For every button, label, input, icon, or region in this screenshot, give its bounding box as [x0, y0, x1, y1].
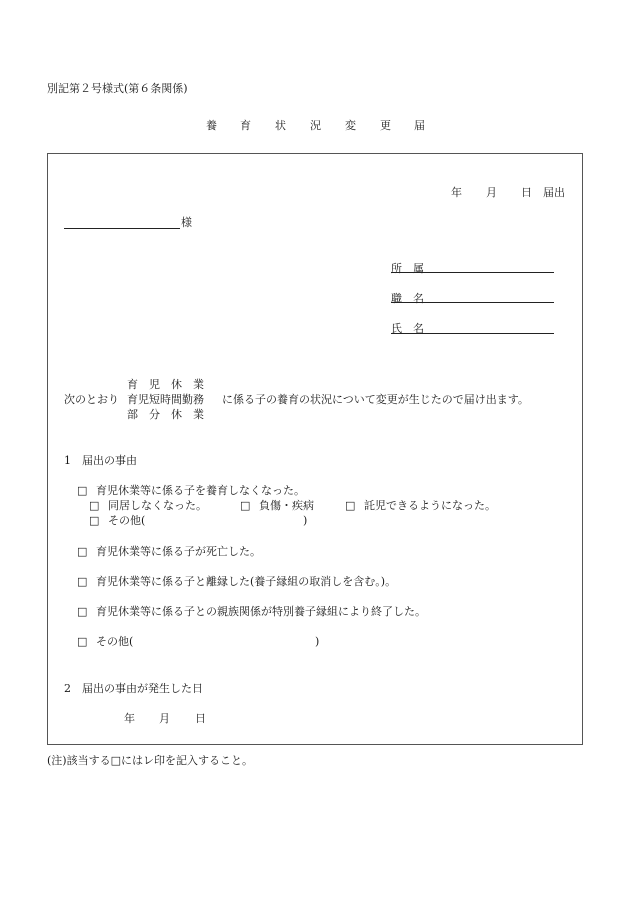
position-field[interactable]: [391, 302, 554, 303]
sub-reason-label: 託児できるようになった。: [364, 499, 496, 512]
reason-item-1-label: 育児休業等に係る子を養育しなくなった。: [96, 484, 305, 497]
checkbox[interactable]: □: [77, 484, 88, 497]
statement-option-short-hours: 育児短時間勤務: [127, 393, 204, 406]
sub-reason-other: [89, 514, 145, 528]
section1-heading: 1 届出の事由: [64, 454, 137, 467]
date-day-label: 日: [521, 186, 532, 199]
sub-reason-label: 同居しなくなった。: [108, 499, 207, 512]
checkbox[interactable]: □: [77, 605, 88, 618]
sub-reason-not-cohabiting: [89, 499, 207, 513]
sub-other-close: ): [303, 514, 308, 527]
addressee-suffix: 様: [181, 216, 192, 229]
checkbox[interactable]: □: [240, 499, 251, 512]
checkbox[interactable]: □: [345, 499, 356, 512]
reason-item-1: [77, 484, 305, 498]
checkbox[interactable]: □: [89, 514, 100, 527]
reason-item-3: [77, 575, 396, 589]
title-char: 更: [380, 119, 391, 132]
title-char: 養: [206, 119, 217, 132]
sub-reason-injury: [240, 499, 314, 513]
occurrence-day-label: 日: [195, 712, 206, 725]
checkbox[interactable]: □: [77, 575, 88, 588]
occurrence-year-label: 年: [124, 712, 135, 725]
statement-suffix: に係る子の養育の状況について変更が生じたので届け出ます。: [222, 393, 529, 406]
other-open: その他(: [96, 635, 134, 648]
reason-item-other: [77, 635, 133, 649]
addressee-field[interactable]: [64, 228, 180, 229]
reason-item-4: [77, 605, 426, 619]
title-char: 況: [310, 119, 321, 132]
title-char: 状: [275, 119, 286, 132]
statement-option-partial-leave: 部 分 休 業: [127, 408, 204, 421]
reason-item-4-label: 育児休業等に係る子との親族関係が特別養子縁組により終了した。: [96, 605, 426, 618]
other-close: ): [315, 635, 320, 648]
affiliation-label: 所 属: [391, 262, 424, 275]
sub-other-open: その他(: [108, 514, 146, 527]
affiliation-field[interactable]: [391, 272, 554, 273]
date-year-label: 年: [451, 186, 462, 199]
position-label: 職 名: [391, 292, 424, 305]
sub-reason-label: 負傷・疾病: [259, 499, 314, 512]
title-char: 届: [414, 119, 425, 132]
date-suffix: 届出: [543, 186, 565, 199]
name-field[interactable]: [391, 333, 554, 334]
checkbox[interactable]: □: [89, 499, 100, 512]
reason-item-2-label: 育児休業等に係る子が死亡した。: [96, 545, 261, 558]
occurrence-month-label: 月: [159, 712, 170, 725]
reason-item-2: [77, 545, 261, 559]
checkbox[interactable]: □: [77, 545, 88, 558]
date-month-label: 月: [486, 186, 497, 199]
footnote: (注)該当する□にはレ印を記入すること。: [47, 754, 253, 767]
checkbox[interactable]: □: [77, 635, 88, 648]
reason-item-3-label: 育児休業等に係る子と離縁した(養子縁組の取消しを含む。)。: [96, 575, 397, 588]
statement-prefix: 次のとおり: [64, 393, 119, 406]
sub-reason-daycare: [345, 499, 496, 513]
title-char: 育: [240, 119, 251, 132]
name-label: 氏 名: [391, 322, 424, 335]
form-reference: 別記第２号様式(第６条関係): [47, 82, 188, 95]
title-char: 変: [345, 119, 356, 132]
form-frame: [47, 153, 583, 745]
section2-heading: 2 届出の事由が発生した日: [64, 682, 203, 695]
statement-option-childcare-leave: 育 児 休 業: [127, 378, 204, 391]
